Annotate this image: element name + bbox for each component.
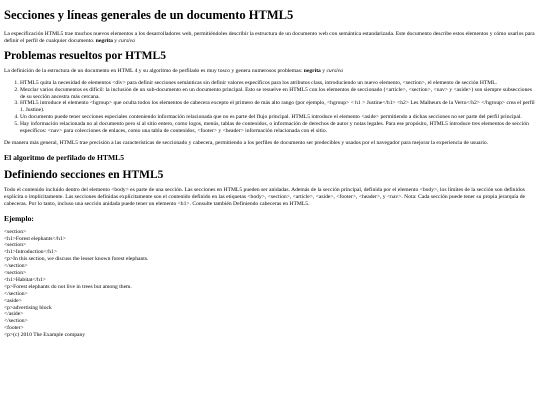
code-line: <section> [4, 242, 27, 249]
problems-list [4, 80, 536, 135]
list-item: 2. Mezclar varios documentos es difícil: la inclusión de un sub-documento en un documento principal. Esto se resuelve en HTML5 con los elementos de seccionado (<article>, <section>, <nav> y <aside>) son siempre subsecciones de su sección ancestra más cercana. [20, 87, 536, 101]
list-item: 5. Hay información relacionada no al documento pero sí al sitio entero, como logos, menús, tablas de contenidos, o información de derechos de autor y notas legales. Para ese propósito, HTML5 introduce tres elementos de sección específicos: <nav> para colecciones de enlaces, como una tabla de contenidos, <footer> y <header> información relacionada con el sitio. [20, 121, 536, 135]
defining-heading: Definiendo secciones en HTML5 [4, 168, 164, 181]
intro-paragraph [4, 31, 536, 45]
defining-paragraph: Todo el contenido incluido dentro del elemento <body> es parte de una sección. Las secciones en HTML5 pueden ser anidadas. Además de la sección principal, definida por el elemento <body>, los límites de la sección son definidos explícita o implícitamente. Las secciones definidas explícitamente son el contenido definido en las etiquetas <body>, <section>, <article>, <aside>, <footer>, <header>, y <nav>. Nota: Cada sección puede tener su propia jerarquía de cabeceras. Por lo tanto, incluso una sección anidada puede tener un elemento <h1>. Consulte también Definiendo cabeceras en HTML5. [4, 186, 526, 207]
page-title: Secciones y líneas generales de un documento HTML5 [4, 8, 294, 22]
code-line: <p>(c) 2010 The Example company [4, 332, 86, 339]
problems-intro-sep: y [320, 67, 327, 74]
intro-bold: negrita [95, 37, 113, 44]
code-line: <footer> [4, 325, 24, 332]
code-line: <p>In this section, we discuss the lesser known forest elephants. [4, 256, 149, 263]
code-line: </section> [4, 290, 28, 297]
problems-intro-italic: cursiva [326, 67, 343, 74]
code-line: <h1>Introduction</h1> [4, 249, 58, 256]
intro-italic: cursiva [118, 37, 135, 44]
list-item: 4. Un documento puede tener secciones especiales conteniendo información relacionada que no es parte del flujo principal. HTML5 introduce el elemento <aside> permitiendo a dichas secciones no ser parte del perfil principal. [20, 114, 536, 121]
problems-intro [4, 68, 536, 75]
list-item: 3. HTML5 introduce el elemento <hgroup> que oculta todos los elementos de cabecera excepto el primero de más alto rango (por ejemplo, <hgroup> < h1 > Justine</h1> <h2> Les Malheurs de la Vertu</h2> </hgroup> crea el perfil 1. Justine). [20, 100, 536, 114]
problems-summary: De manera más general, HTML5 trae precisión a las características de seccionado y cabecera, permitiendo a los perfiles de documento ser predecibles y usados por el navegador para mejorar la experiencia de usuario. [4, 139, 489, 146]
code-line: <h1>Habitat</h1> [4, 276, 46, 283]
code-line: <p>Forest elephants do not live in trees but among them. [4, 283, 132, 290]
list-item: 1. HTML5 quita la necesidad de elementos <div> para definir secciones semánticas sin definir valores específicos para los atributos class, introduciendo un nuevo elemento, <section>, el elemento de sección HTML. [20, 80, 536, 87]
code-line: </section> [4, 318, 28, 325]
intro-sep: y [112, 37, 119, 44]
code-line: <h1>Forest elephants</h1> [4, 235, 66, 242]
code-line: <section> [4, 270, 27, 277]
code-line: <p>advertising block [4, 304, 52, 311]
problems-intro-text: La definición de la estructura de un documento en HTML 4 y su algoritmo de perfilado es muy tosco y genera numerosos problemas: [4, 67, 304, 74]
intro-text: La especificación HTML5 trae muchos nuevos elementos a los desarrolladores web, permitiéndoles describir la estructura de un documento web con semántica estandarizada. Este documento describe estos elementos y cómo usarlos para definir el perfil de cualquier documento. [4, 31, 535, 44]
problems-heading: Problemas resueltos por HTML5 [4, 49, 166, 62]
example-heading: Ejemplo: [4, 213, 34, 223]
example-code [4, 229, 536, 340]
algorithm-heading: El algoritmo de perfilado de HTML5 [4, 152, 125, 162]
code-line: </section> [4, 263, 28, 270]
code-line: <aside> [4, 297, 22, 304]
code-line: </aside> [4, 311, 24, 318]
code-line: <section> [4, 228, 27, 235]
problems-intro-bold: negrita [303, 67, 321, 74]
